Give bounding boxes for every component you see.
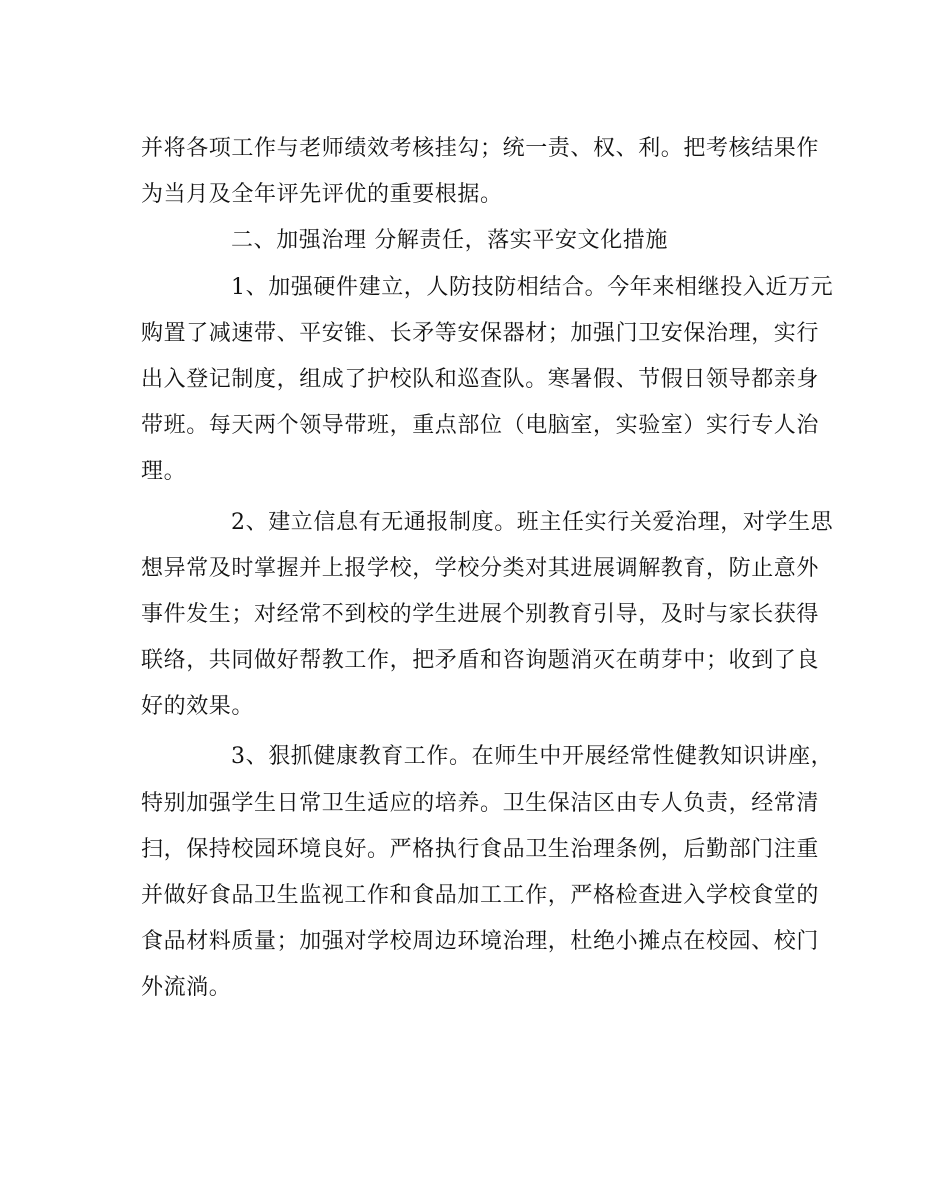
text-line: 并将各项工作与老师绩效考核挂勾；统一责、权、利。把考核结果作 [141,136,820,161]
text-line: 外流淌。 [141,975,232,1001]
section-heading-text: 二、加强治理 分解责任，落实平安文化措施 [231,228,668,254]
text-line: 联络，共同做好帮教工作，把矛盾和咨询题消灭在萌芽中；收到了良 [141,648,820,674]
text-line: 2、建立信息有无通报制度。班主任实行关爱治理，对学生思 [231,509,834,535]
text-line: 事件发生；对经常不到校的学生进展个别教育引导，及时与家长获得 [141,601,820,627]
paragraph-information [141,500,834,731]
document-body [141,126,834,1012]
paragraph-assessment [141,126,820,218]
text-line: 扫，保持校园环境良好。严格执行食品卫生治理条例，后勤部门注重 [141,836,820,862]
text-line: 特别加强学生日常卫生适应的培养。卫生保洁区由专人负责，经常清 [141,790,820,816]
text-line: 理。 [141,459,187,485]
text-line: 3、狠抓健康教育工作。在师生中开展经常性健教知识讲座， [231,744,834,770]
text-line: 出入登记制度，组成了护校队和巡查队。寒暑假、节假日领导都亲身 [141,366,820,392]
text-line: 并做好食品卫生监视工作和食品加工工作，严格检查进入学校食堂的 [141,883,820,908]
section-heading [141,218,811,264]
paragraph-hardware [141,265,834,496]
text-line: 带班。每天两个领导带班，重点部位（电脑室，实验室）实行专人治 [141,413,820,439]
text-line: 1、加强硬件建立，人防技防相结合。今年来相继投入近万元 [231,274,834,300]
text-line: 食品材料质量；加强对学校周边环境治理，杜绝小摊点在校园、校门 [141,929,820,955]
text-line: 好的效果。 [141,694,255,720]
text-line: 想异常及时掌握并上报学校，学校分类对其进展调解教育，防止意外 [141,555,820,581]
text-line: 购置了减速带、平安锥、长矛等安保器材；加强门卫安保治理，实行 [141,320,820,346]
paragraph-health [141,734,834,1011]
text-line: 为当月及全年评先评优的重要根据。 [141,182,503,208]
